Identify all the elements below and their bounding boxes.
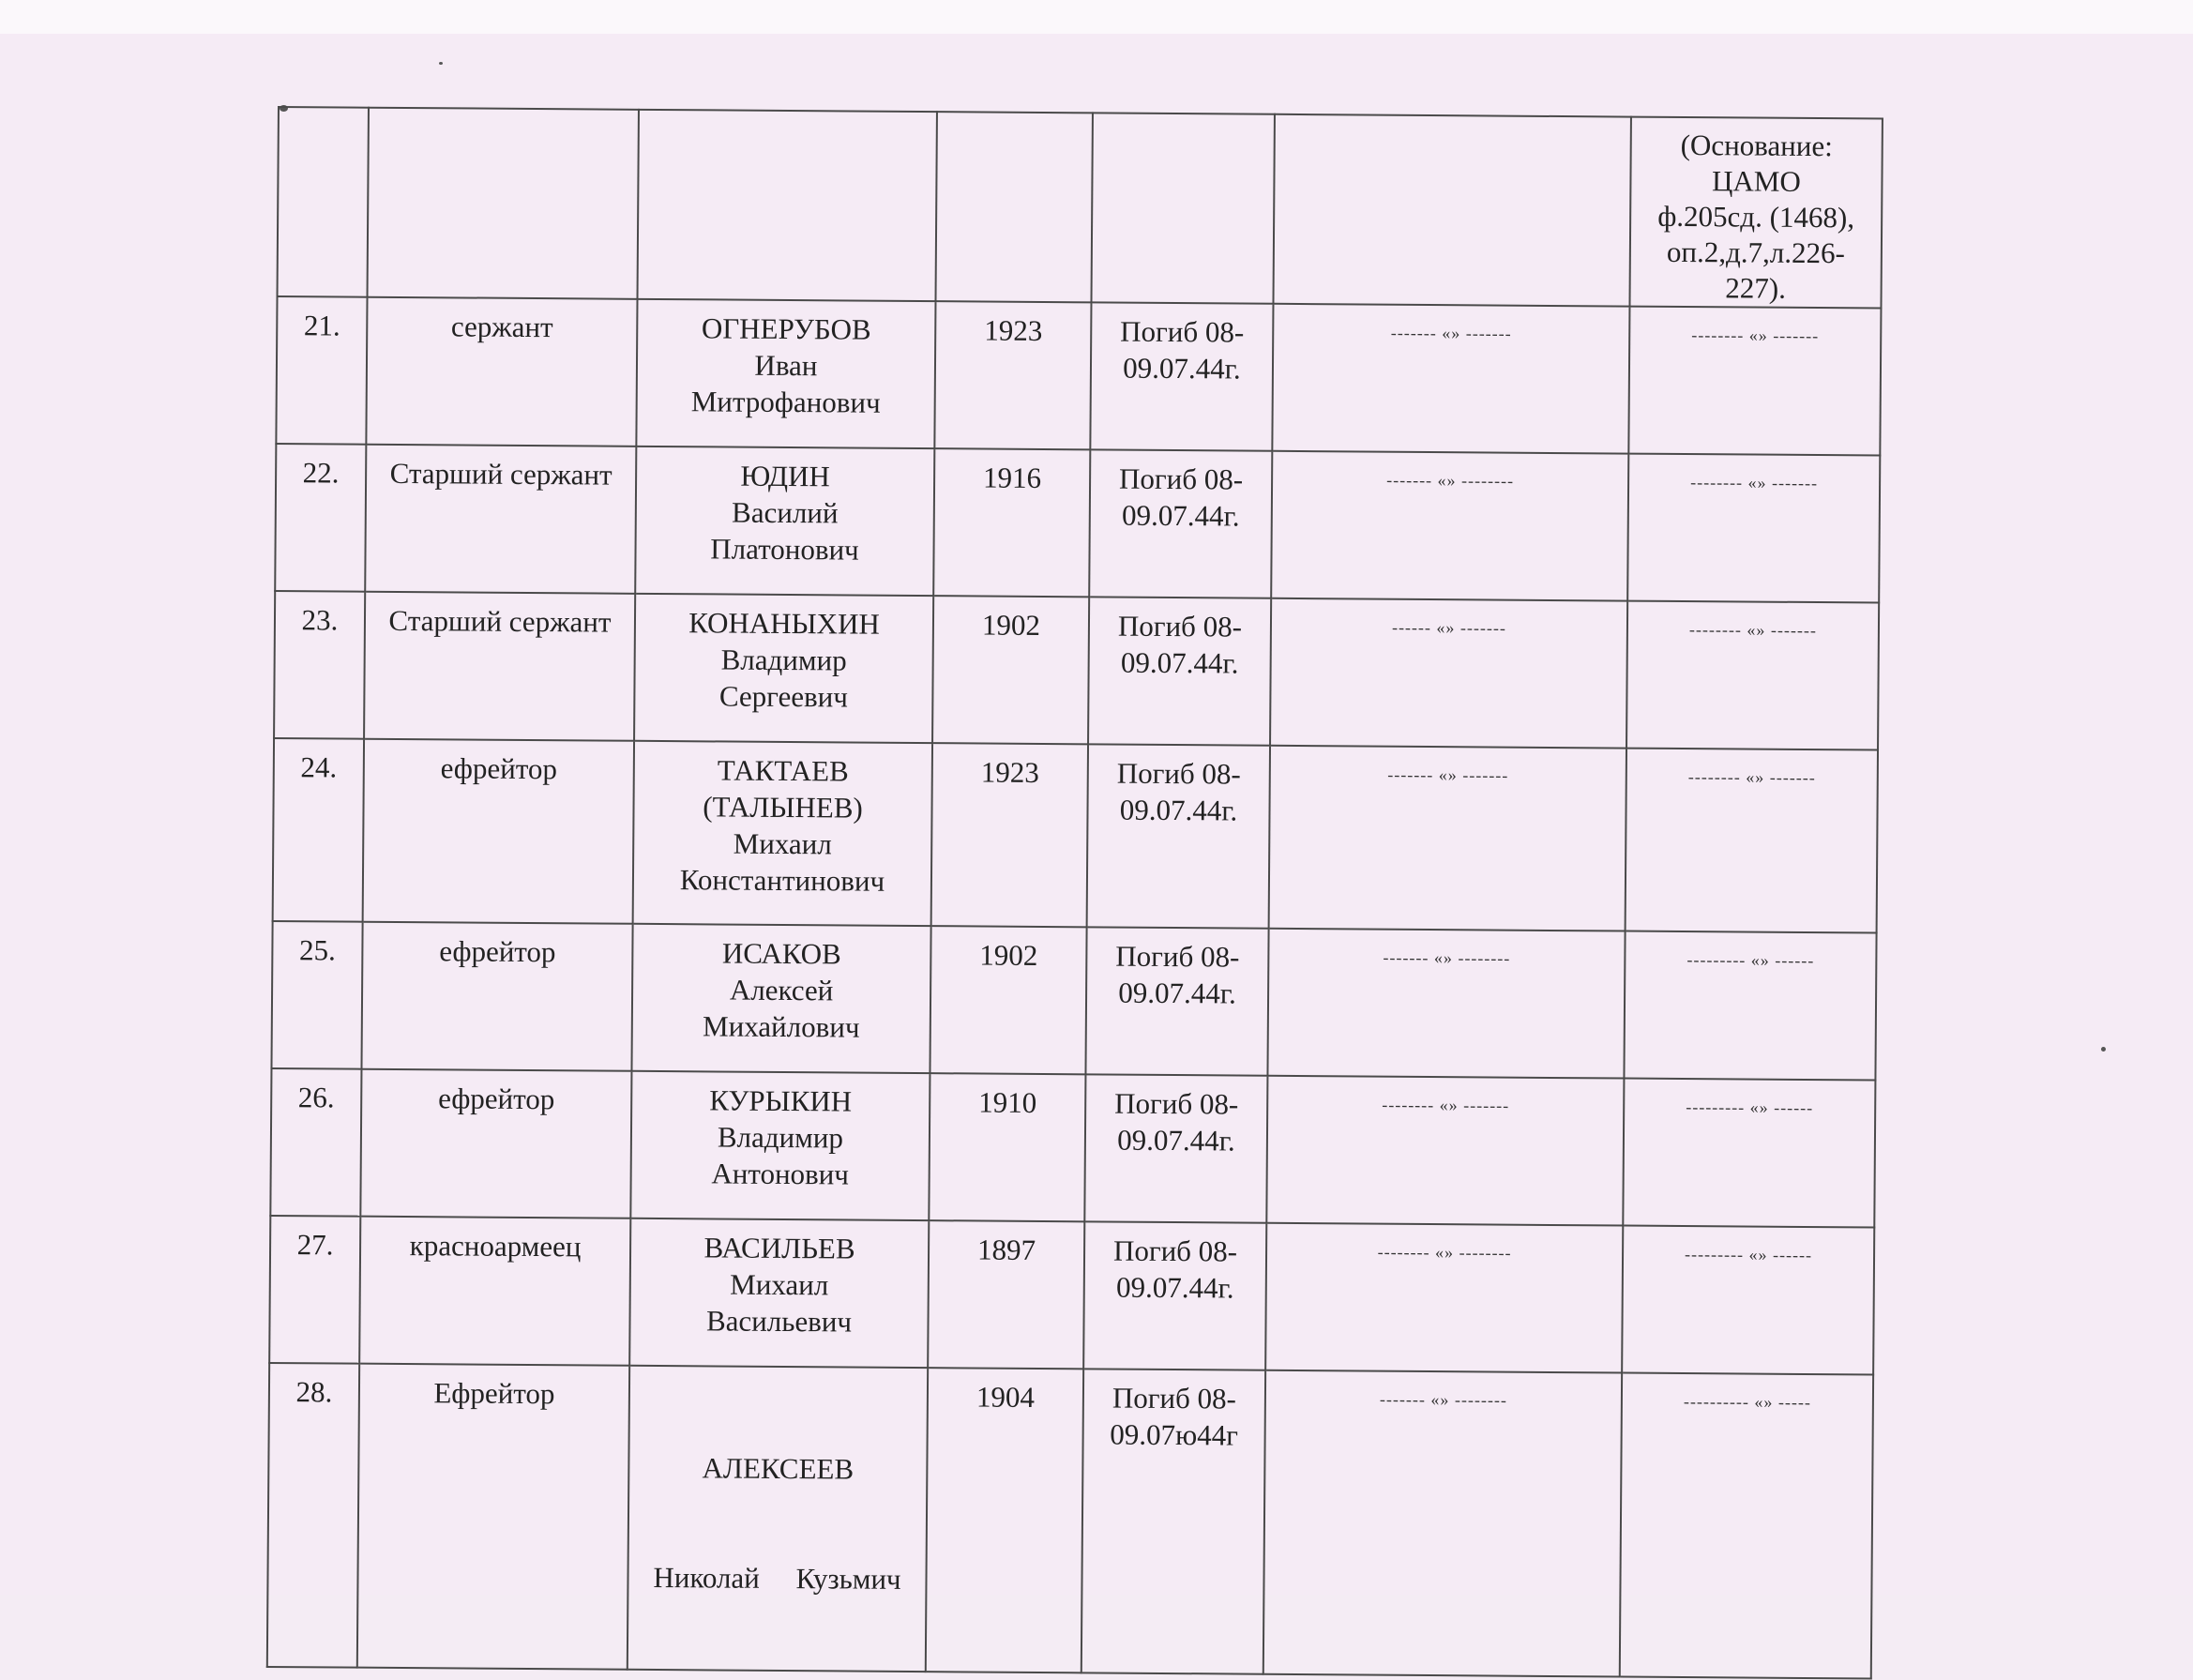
- fate-cell: [1089, 449, 1272, 598]
- row-number: 25.: [271, 921, 362, 1069]
- source-note-line: оп.2,д.7,л.226-: [1666, 235, 1845, 270]
- fate-cell: [1085, 927, 1268, 1075]
- fate-cell: [1081, 1369, 1265, 1673]
- ditto-mark: ---------- «» -----: [1620, 1373, 1873, 1679]
- fate-cell: [1084, 1074, 1267, 1222]
- fate-line: Погиб 08-: [1115, 939, 1240, 974]
- name-line: КУРЫКИН: [709, 1083, 853, 1118]
- name-line: ИСАКОВ: [721, 936, 841, 971]
- ditto-mark: -------- «» --------: [1265, 1223, 1623, 1373]
- name-line: Владимир: [717, 1120, 844, 1155]
- name-line: ТАКТАЕВ: [717, 753, 849, 788]
- military-rank: Ефрейтор: [357, 1364, 629, 1670]
- birth-year: 1897: [928, 1220, 1084, 1369]
- row-number: 22.: [275, 444, 366, 592]
- fate-line: 09.07ю44г: [1110, 1417, 1239, 1452]
- table-row: [274, 591, 1879, 750]
- source-note-line: ЦАМО: [1711, 164, 1801, 198]
- ditto-mark: --------- «» ------: [1622, 1226, 1874, 1375]
- fate-line: Погиб 08-: [1112, 1381, 1237, 1415]
- fate-line: Погиб 08-: [1120, 314, 1245, 349]
- full-name: [634, 594, 933, 743]
- military-rank: сержант: [366, 297, 637, 446]
- full-name: [629, 1218, 929, 1368]
- table-row: [276, 296, 1881, 456]
- military-rank: ефрейтор: [360, 1069, 631, 1218]
- birth-year: 1902: [932, 596, 1089, 744]
- ditto-mark: ------- «» -------: [1269, 746, 1626, 931]
- row-number: 23.: [274, 591, 365, 739]
- empty-cell: [1273, 114, 1630, 307]
- source-note-line: (Основание:: [1680, 128, 1833, 163]
- ditto-mark: -------- «» -------: [1626, 601, 1879, 750]
- fate-line: Погиб 08-: [1112, 1234, 1238, 1268]
- row-number: 28.: [267, 1363, 359, 1668]
- empty-cell: [278, 107, 369, 297]
- full-name: [633, 741, 932, 926]
- name-line: Василий: [731, 495, 839, 530]
- name-line: Константинович: [679, 863, 885, 898]
- full-name: [631, 924, 930, 1073]
- table-row: [273, 738, 1878, 933]
- name-line: Николай Кузьмич: [653, 1560, 901, 1596]
- ditto-mark: --------- «» ------: [1624, 931, 1876, 1081]
- ditto-mark: ------ «» -------: [1270, 598, 1627, 749]
- name-line: Владимир: [720, 643, 847, 677]
- source-note-line: 227).: [1725, 271, 1787, 305]
- empty-cell: [638, 110, 937, 301]
- scan-top-margin: [0, 0, 2193, 34]
- table-row: [269, 1216, 1874, 1375]
- fate-line: 09.07.44г.: [1121, 498, 1240, 533]
- name-line: Антонович: [711, 1157, 850, 1191]
- fate-line: Погиб 08-: [1114, 1086, 1239, 1121]
- row-number: 27.: [269, 1216, 360, 1364]
- birth-year: 1904: [926, 1368, 1083, 1672]
- fate-line: 09.07.44г.: [1115, 1270, 1234, 1305]
- military-rank: Старший сержант: [365, 445, 636, 594]
- birth-year: 1923: [934, 301, 1091, 449]
- fate-line: 09.07.44г.: [1119, 793, 1238, 827]
- military-rank: Старший сержант: [364, 592, 635, 741]
- name-line: Михаил: [730, 1267, 829, 1302]
- full-name: [628, 1366, 928, 1672]
- name-line: Васильевич: [705, 1304, 853, 1339]
- fate-cell: [1088, 597, 1271, 745]
- empty-cell: [368, 108, 639, 299]
- name-line: АЛЕКСЕЕВ: [702, 1451, 855, 1486]
- ditto-mark: -------- «» -------: [1628, 307, 1881, 456]
- ditto-mark: -------- «» -------: [1627, 454, 1880, 603]
- scan-speck: [439, 62, 443, 65]
- birth-year: 1902: [930, 926, 1086, 1074]
- ditto-mark: -------- «» -------: [1626, 749, 1878, 933]
- name-line: Михайлович: [702, 1009, 860, 1044]
- source-note-cell: [1629, 117, 1882, 309]
- row-number: 21.: [276, 296, 367, 445]
- birth-year: 1923: [931, 743, 1088, 927]
- birth-year: 1916: [933, 448, 1090, 597]
- name-line: Сергеевич: [718, 679, 849, 714]
- military-rank: ефрейтор: [363, 739, 634, 924]
- military-rank: красноармеец: [359, 1217, 630, 1366]
- full-name: [635, 446, 934, 596]
- table-row: [270, 1068, 1875, 1228]
- name-line: (ТАЛЫНЕВ): [703, 790, 863, 825]
- fate-line: Погиб 08-: [1117, 609, 1243, 643]
- ditto-mark: -------- «» -------: [1266, 1076, 1624, 1226]
- name-line: Михаил: [733, 826, 832, 861]
- table-row: [278, 107, 1883, 309]
- casualty-list-table: [266, 106, 1883, 1680]
- fate-cell: [1090, 302, 1273, 450]
- ditto-mark: ------- «» -------: [1272, 304, 1629, 454]
- fate-line: 09.07.44г.: [1117, 1123, 1235, 1158]
- name-line: КОНАНЫХИН: [688, 606, 880, 641]
- name-line: Платонович: [710, 532, 859, 567]
- row-number: 26.: [270, 1068, 361, 1217]
- row-number: 24.: [273, 738, 364, 922]
- name-line: Митрофанович: [690, 385, 881, 419]
- table-row: [271, 921, 1876, 1081]
- empty-cell: [935, 112, 1092, 302]
- fate-line: Погиб 08-: [1118, 462, 1244, 496]
- fate-cell: [1083, 1221, 1266, 1370]
- source-note-line: ф.205сд. (1468),: [1657, 199, 1855, 235]
- fate-line: Погиб 08-: [1116, 756, 1241, 791]
- birth-year: 1910: [929, 1073, 1085, 1221]
- name-line: Иван: [754, 348, 818, 383]
- military-rank: ефрейтор: [361, 922, 632, 1071]
- ditto-mark: ------- «» --------: [1267, 929, 1625, 1079]
- fate-line: 09.07.44г.: [1120, 645, 1239, 680]
- fate-line: 09.07.44г.: [1118, 976, 1236, 1010]
- ditto-mark: ------- «» --------: [1271, 451, 1628, 601]
- name-line: ВАСИЛЬЕВ: [703, 1231, 855, 1265]
- empty-cell: [1091, 113, 1274, 303]
- ditto-mark: ------- «» --------: [1263, 1370, 1622, 1677]
- name-line: ОГНЕРУБОВ: [701, 311, 871, 346]
- full-name: [636, 299, 935, 448]
- fate-cell: [1087, 744, 1270, 928]
- full-name: [630, 1071, 930, 1220]
- table-row: [267, 1363, 1873, 1679]
- fate-line: 09.07.44г.: [1123, 351, 1241, 386]
- name-line: ЮДИН: [740, 459, 830, 493]
- scan-speck: [2101, 1047, 2106, 1052]
- table-row: [275, 444, 1880, 603]
- document-sheet: [267, 106, 1882, 1596]
- name-line: Алексей: [729, 973, 834, 1007]
- ditto-mark: --------- «» ------: [1623, 1079, 1875, 1228]
